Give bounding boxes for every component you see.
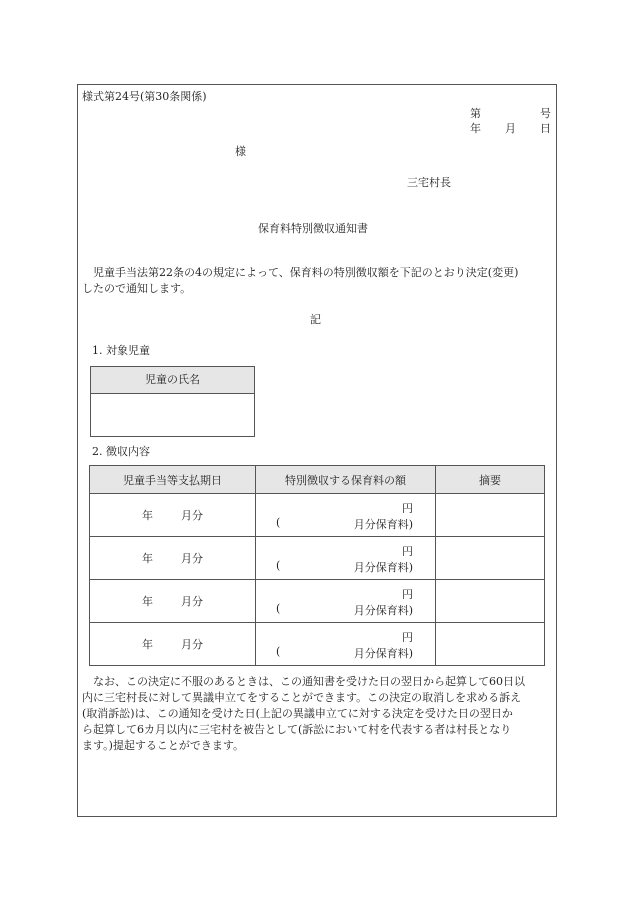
month-fee-label: 月分保育料) [353, 561, 413, 574]
year-label: 年 [142, 552, 153, 565]
ki-label: 記 [310, 313, 321, 326]
paren-open: ( [276, 645, 281, 658]
intro-paragraph: 児童手当法第22条の4の規定によって、保育料の特別徴収額を下記のとおり決定(変更) したので通知します。 [82, 266, 519, 295]
column-header-remarks: 摘要 [436, 466, 545, 494]
document-number-dai: 第 [470, 107, 481, 120]
month-label: 月分 [181, 638, 203, 651]
month-fee-label: 月分保育料) [353, 647, 413, 660]
payment-date-cell [90, 623, 256, 666]
form-number-header: 様式第24号(第30条関係) [82, 90, 207, 103]
amount-cell [256, 537, 436, 580]
table-row [90, 623, 545, 666]
table-row [90, 537, 545, 580]
document-title: 保育料特別徴収通知書 [258, 222, 368, 235]
month-label: 月分 [181, 595, 203, 608]
amount-cell [256, 580, 436, 623]
payment-date-cell [90, 580, 256, 623]
section1-heading: 1. 対象児童 [92, 344, 150, 357]
amount-cell [256, 623, 436, 666]
collection-table [89, 465, 545, 666]
column-header-payment-date: 児童手当等支払期日 [90, 466, 256, 494]
amount-cell [256, 494, 436, 537]
remarks-cell [436, 580, 545, 623]
yen-label: 円 [402, 588, 413, 601]
payment-date-cell [90, 537, 256, 580]
month-fee-label: 月分保育料) [353, 604, 413, 617]
year-label: 年 [142, 509, 153, 522]
year-label: 年 [142, 638, 153, 651]
document-number-go: 号 [540, 107, 551, 120]
month-label: 月分 [181, 509, 203, 522]
addressee-suffix: 様 [235, 145, 246, 158]
table-row [90, 580, 545, 623]
month-label: 月分 [181, 552, 203, 565]
yen-label: 円 [402, 631, 413, 644]
child-name-table [90, 366, 255, 437]
remarks-cell [436, 623, 545, 666]
paren-open: ( [276, 602, 281, 615]
paren-open: ( [276, 559, 281, 572]
month-fee-label: 月分保育料) [353, 518, 413, 531]
table-row [90, 494, 545, 537]
date-month-label: 月 [505, 122, 516, 135]
notice-paragraph: なお、この決定に不服のあるときは、この通知書を受けた日の翌日から起算して60日以 内に三宅村長に対して異議申立てをすることができます。この決定の取消しを求める訴え (取消訴訟)は、この通知を受けた日(上記の異議申立てに対する決定を受けた日の翌日か ら起算して6カ月以内に三宅村を被告として(訴訟において村を代表する者は村長となり ます。)提起することができます。 [82, 675, 525, 752]
yen-label: 円 [402, 502, 413, 515]
year-label: 年 [142, 595, 153, 608]
column-header-amount: 特別徴収する保育料の額 [256, 466, 436, 494]
remarks-cell [436, 537, 545, 580]
payment-date-cell [90, 494, 256, 537]
remarks-cell [436, 494, 545, 537]
paren-open: ( [276, 516, 281, 529]
section2-heading: 2. 徴収内容 [92, 445, 150, 458]
date-day-label: 日 [540, 122, 551, 135]
issuer-name: 三宅村長 [407, 176, 451, 189]
yen-label: 円 [402, 545, 413, 558]
collection-table-header-row [90, 466, 545, 494]
date-year-label: 年 [470, 122, 481, 135]
child-name-header: 児童の氏名 [91, 367, 254, 394]
